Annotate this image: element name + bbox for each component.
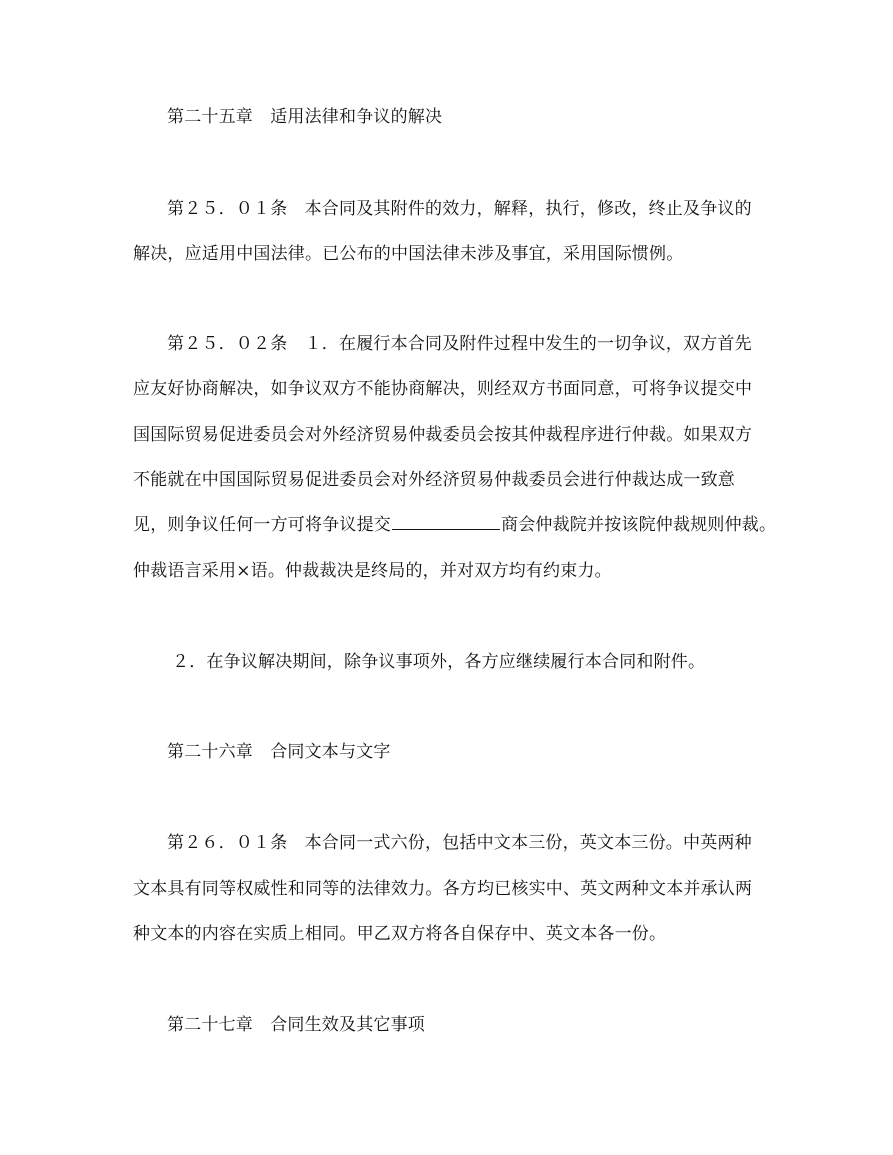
chapter-25-heading: 第二十五章 适用法律和争议的解决 <box>167 107 443 127</box>
article-25-02-line-2: 应友好协商解决，如争议双方不能协商解决，则经双方书面同意，可将争议提交中 <box>133 379 753 399</box>
article-25-02-line-4: 不能就在中国国际贸易促进委员会对外经济贸易仲裁委员会进行仲裁达成一致意 <box>133 470 735 490</box>
article-26-01-line-2: 文本具有同等权威性和同等的法律效力。各方均已核实中、英文两种文本并承认两 <box>133 879 753 899</box>
article-25-01-line-2: 解决，应适用中国法律。已公布的中国法律未涉及事宜，采用国际惯例。 <box>133 244 684 264</box>
article-25-02-line-5 <box>133 514 776 536</box>
article-25-01-line-1: 第２５．０１条 本合同及其附件的效力，解释，执行，修改，终止及争议的 <box>167 199 752 219</box>
article-25-02-item-2: ２．在争议解决期间，除争议事项外，各方应继续履行本合同和附件。 <box>172 652 706 672</box>
fill-in-blank <box>392 514 500 530</box>
line-5-text-before-blank: 见，则争议任何一方可将争议提交 <box>133 515 391 535</box>
article-26-01-line-3: 种文本的内容在实质上相同。甲乙双方将各自保存中、英文本各一份。 <box>133 924 667 944</box>
article-26-01-line-1: 第２６．０１条 本合同一式六份，包括中文本三份，英文本三份。中英两种 <box>167 833 752 853</box>
article-25-02-line-1: 第２５．０２条 １．在履行本合同及附件过程中发生的一切争议，双方首先 <box>167 334 752 354</box>
line-5-text-after-blank: 商会仲裁院并按该院仲裁规则仲裁。 <box>501 515 777 535</box>
article-25-02-line-3: 国国际贸易促进委员会对外经济贸易仲裁委员会按其仲裁程序进行仲裁。如果双方 <box>133 425 753 445</box>
article-25-02-line-6: 仲裁语言采用×语。仲裁裁决是终局的，并对双方均有约束力。 <box>133 561 612 581</box>
chapter-27-heading: 第二十七章 合同生效及其它事项 <box>167 1015 425 1035</box>
chapter-26-heading: 第二十六章 合同文本与文字 <box>167 742 391 762</box>
